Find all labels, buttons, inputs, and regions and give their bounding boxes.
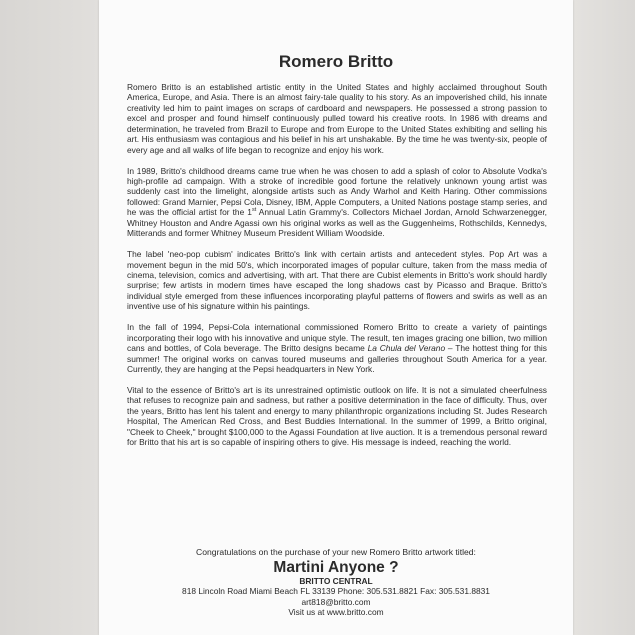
footer (99, 547, 573, 618)
design-name: La Chula del Verano (367, 343, 446, 354)
paragraph-2-part-1: In 1989, Britto's childhood dreams came true when he was chosen to add a splash of color to Absolute Vodka's high-profile ad campaign. With a stroke of incredible good fortune the relatively unknown young artist was suddenly cast into the limelight, alongside artists such as Andy Warhol and Keith Haring. Other commissions followed: Grand Marnier, Pepsi Cola, Disney, IBM, Apple Computers, a United Nations postage stamp series, and he was the official artist for the 1 (127, 165, 547, 218)
certificate-sheet (99, 0, 573, 635)
ordinal-suffix: st (251, 207, 257, 214)
paragraph-4-part-1: In the fall of 1994, Pepsi-Cola international commissioned Romero Britto to create a variety of paintings incorporating their logo with his innovative and unique style. The result, ten images gracing one billion, two million cans and bottles, of Cola beverage. The Britto designs became (127, 322, 547, 354)
background-left (0, 0, 99, 635)
congratulations-line: Congratulations on the purchase of your new Romero Britto artwork titled: (196, 547, 476, 557)
paragraph-1: Romero Britto is an established artistic entity in the United States and highly acclaimed throughout South America, Europe, and Asia. There is an almost fairy-tale quality to his story. As an impoverished child, his innate creativity led him to paint images on scraps of cardboard and newspapers. He possessed a strong passion to excel and prosper and found himself continuously pulled toward his creative roots. In 1986 with dreams and determination, he traveled from Brazil to Europe and from Europe to the United States exhibiting and selling his art. His enthusiasm was contagious and his belief in his art unshakable. By the time he was twenty-six, people of every age and all walks of life began to recognize and enjoy his work. (127, 82, 547, 155)
paragraph-5: Vital to the essence of Britto's art is its unrestrained optimistic outlook on life. It is not a simulated cheerfulness that refuses to recognize pain and sadness, but rather a positive determination in the face of difficulty. Thus, over the years, Britto has lent his talent and energy to many philanthropic organizations including St. Judes Research Hospital, The American Red Cross, and Best Buddies International. In the summer of 1999, a Britto original, "Cheek to Cheek," brought $100,000 to the Agassi Foundation at live auction. It is a tremendous personal reward for Britto that his art is so capable of inspiring others to give. His message is indeed, reaching the world. (127, 384, 547, 448)
paragraph-3: The label 'neo-pop cubism' indicates Britto's link with certain artists and antecedent styles. Pop Art was a movement begun in the mid 50's, which incorporated images of popular culture, taken from the mass media of cinema, television, comics and advertising, with art. That there are Cubist elements in Britto's work should hardly surprise; few artists in modern times have escaped the long shadows cast by Picasso and Braque. Britto's individual style emerged from these influences incorporating playful patterns of flowers and swirls as well as an inventive use of his signature within his paintings. (127, 249, 547, 312)
paragraph-4-part-2: – The hottest thing for this summer! The original works on canvas toured museums and galleries throughout South America for a year. Currently, they are hanging at the Pepsi headquarters in New York. (127, 343, 547, 375)
email-address: art818@britto.com (301, 596, 371, 607)
paragraph-2 (127, 166, 547, 239)
biography-text (127, 82, 547, 458)
company-name: BRITTO CENTRAL (299, 576, 373, 586)
background-right (573, 0, 635, 635)
paragraph-4 (127, 322, 547, 374)
document-title: Romero Britto (278, 52, 394, 71)
paragraph-2-part-2: Annual Latin Grammy's. Collectors Michael Jordan, Arnold Schwarzenegger, Whitney Houston and Andre Agassi own his original works as well as the Guggenheims, Rothschilds, Kennedys, Mitterands and former Whitney Museum President William Woodside. (127, 207, 548, 239)
website-line: Visit us at www.britto.com (288, 607, 384, 617)
address-line: 818 Lincoln Road Miami Beach FL 33139 Phone: 305.531.8821 Fax: 305.531.8831 (182, 586, 490, 596)
artwork-title: Martini Anyone ? (273, 559, 399, 576)
